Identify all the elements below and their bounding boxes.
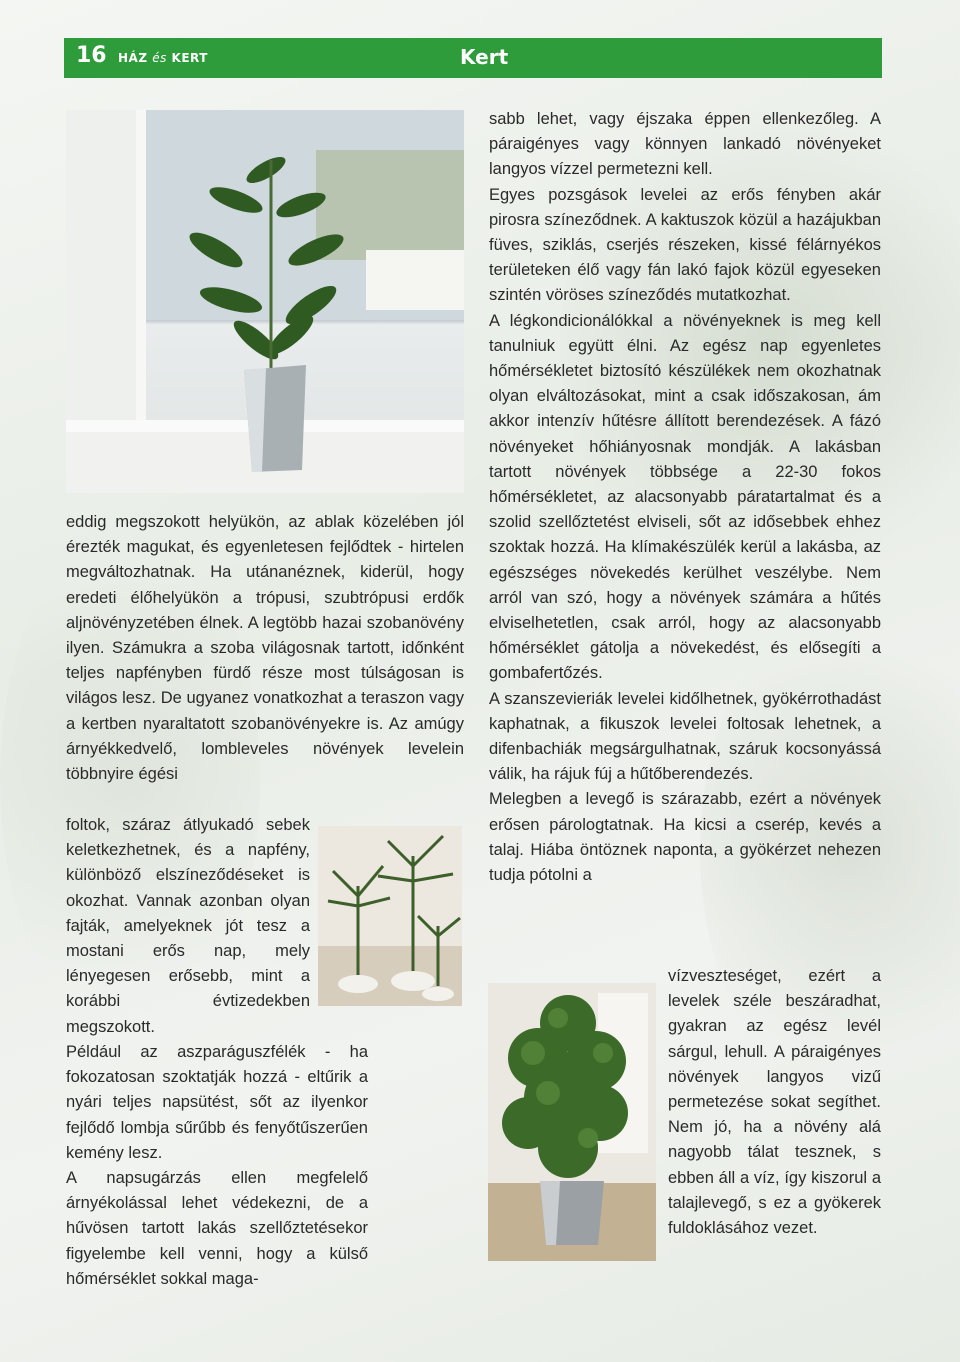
photo-umbrella-tree-illustration [488, 983, 656, 1261]
magazine-section: HÁZ és KERT [118, 51, 208, 65]
paragraph: eddig megszokott helyükön, az ablak közelében jól érezték magukat, és egyenletesen fejlődtek - hirtelen megváltozhatnak. Ha utánanéznek, kiderül, hogy eredeti élőhelyükön a trópusi, szubtrópusi erdők aljnövényzetében élnek. A legtöbb hazai szobanövény ilyen. Számukra a szoba világosnak tartott, időnként teljes napfényben fürdő része most túlságosan is világos lesz. De ugyanez vonatkozhat a teraszon vagy a kertben nyaraltatott szobanövényekre is. Az amúgy árnyékkedvelő, lombleveles növények levelein többnyire égési [66, 513, 464, 784]
section-title: Kert [460, 45, 509, 69]
photo-plant-windowsill [66, 110, 464, 493]
article-column-left-top [66, 510, 464, 787]
paragraph: A napsugárzás ellen megfelelő árnyékolással lehet védekezni, de a hűvösen tartott lakás szellőztetésekor figyelembe kell venni, hogy a külső hőmérséklet sokkal maga- [66, 1169, 368, 1288]
paragraph: A légkondicionálókkal a növényeknek is meg kell tanulniuk együtt élni. Az egész nap egyenletes hőmérsékletet biztosító készülékek nem okozhatnak olyan elváltozásokat, mint a csak időszakosan, ám akkor intenzív hűtésre állított berendezések. A fázó növényeket hőhiányosnak mondják. A lakásban tartott növények többsége a 22-30 fokos hőmérsékletet, az alacsonyabb páratartalmat és a szolid szellőztetést elviseli, sőt az idősebbek ehhez szoktak hozzá. Ha klímakészülék kerül a lakásba, az egészséges növekedés kerülhet veszélybe. Nem arról van szó, hogy a növények számára a hűtés elviselhetetlen, csak arról, hogy az alacsonyabb hőmérséklet gátolja a növekedést, és elősegíti a gombafertőzés. [489, 311, 881, 683]
paragraph: foltok, száraz átlyukadó sebek keletkezhetnek, és a napfény, különböző elszíneződéseket is okozhat. Vannak azonban olyan fajták, amelyeknek jót tesz a mostani erős nap, mely lényegesen erősebb, mint a korábbi évtizedekben megszokott. [66, 816, 310, 1036]
paragraph: Melegben a levegő is szárazabb, ezért a növények erősen párologtatnak. Ha kicsi a cserép, kevés a talaj. Hiába öntöznek naponta, a gyökérzet nehezen tudja pótolni a [489, 790, 881, 885]
photo-umbrella-tree [488, 983, 656, 1261]
article-column-right-wrap [668, 964, 881, 1241]
article-column-left-wrap [66, 813, 310, 1040]
paragraph: Például az aszparáguszfélék - ha fokozatosan szoktatják hozzá - eltűrik a nyári teljes napsütést, sőt az ilyenkor fejlődő lombja sűrűbb és fenyőtűszerűen kemény lesz. [66, 1043, 368, 1162]
article-column-right-top [489, 107, 881, 888]
paragraph: Egyes pozsgások levelei az erős fényben akár pirosra színeződnek. A kaktuszok közül a hazájukban füves, sziklás, cserjés részeken, kissé félárnyékos területeken élő vagy fán lakó fajok közül egyeseken szintén vöröses színeződés mutatkozhat. [489, 185, 881, 305]
paragraph: A szanszevieriák levelei kidőlhetnek, gyökérrothadást kaphatnak, a fikuszok levelei foltosak lehetnek, a difenbachiák megsárgulhatnak, száruk kocsonyássá válik, ha rájuk fúj a hűtőberendezés. [489, 689, 881, 784]
photo-potted-palms-illustration [318, 826, 462, 1006]
paragraph: vízveszteséget, ezért a levelek széle beszáradhat, gyakran az egész levél sárgul, lehull. A páraigényes növények langyos vizű permetezése sokat segíthet. Nem jó, ha a növény alá nagyobb tálat tesznek, s ebben áll a víz, így kiszorul a talajlevegő, s ez a gyökerek fuldoklásához vezet. [668, 967, 881, 1238]
page-header [64, 38, 882, 78]
paragraph: sabb lehet, vagy éjszaka éppen ellenkezőleg. A páraigényes vagy könnyen lankadó növényeket langyos vízzel permetezni kell. [489, 110, 881, 179]
photo-potted-palms [318, 826, 462, 1006]
article-column-left-bottom [66, 1040, 368, 1292]
photo-plant-windowsill-illustration [66, 110, 464, 493]
page-number: 16 [76, 43, 107, 68]
